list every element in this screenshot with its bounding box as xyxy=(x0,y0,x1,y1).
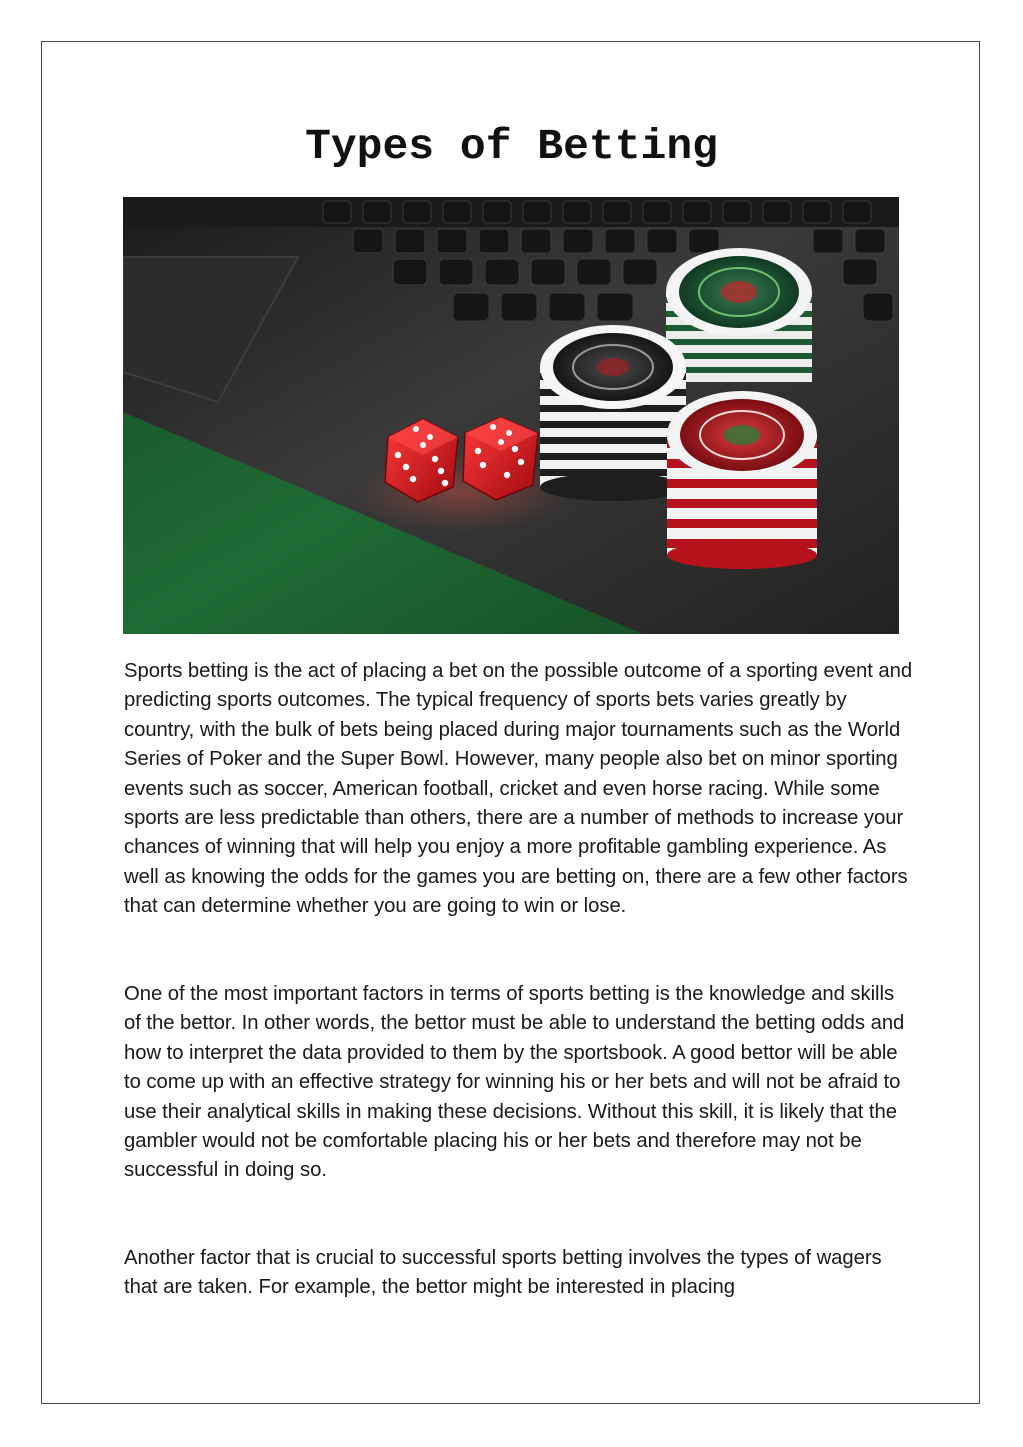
paragraph-2: One of the most important factors in terms of sports betting is the knowledge and skills of the bettor. In other words, the bettor must be able to understand the betting odds and how to interpret the data provided to them by the sportsbook. A good bettor will be able to come up with an effective strategy for winning his or her bets and will not be afraid to use their analytical skills in making these decisions. Without this skill, it is likely that the gambler would not be comfortable placing his or her bets and therefore may not be successful in doing so. xyxy=(124,983,905,1182)
red-die-right xyxy=(463,417,538,500)
page-title: Types of Betting xyxy=(305,122,718,171)
paragraph-1: Sports betting is the act of placing a bet on the possible outcome of a sporting event and predicting sports outcomes. The typical frequency of sports bets varies greatly by country, with the bulk of bets being placed during major tournaments such as the World Series of Poker and the Super Bowl. However, many people also bet on minor sporting events such as soccer, American football, cricket and even horse racing. While some sports are less predictable than others, there are a number of methods to increase your chances of winning that will help you enjoy a more profitable gambling experience. As well as knowing the odds for the games you are betting on, there are a few other factors that can determine whether you are going to win or lose. xyxy=(124,660,913,918)
paragraph-3: Another factor that is crucial to successful sports betting involves the types of wagers that are taken. For example, the bettor might be interested in placing xyxy=(124,1247,882,1299)
black-chip-stack xyxy=(540,325,686,501)
green-chip-stack xyxy=(666,248,812,382)
casino-chips-dice-photo xyxy=(123,197,899,634)
red-chip-stack xyxy=(667,391,817,569)
